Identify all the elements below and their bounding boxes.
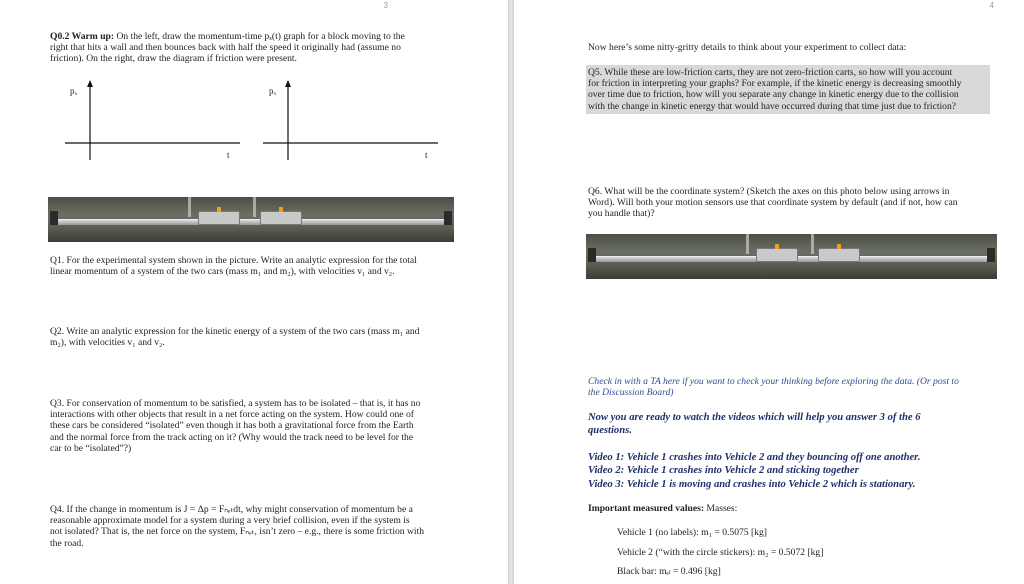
- question-q2[interactable]: [50, 326, 460, 348]
- question-q3[interactable]: [50, 398, 460, 454]
- check-in-line: Check in with a TA here if you want to check your thinking before exploring the data. (Or post to: [588, 376, 959, 387]
- graph-left-x-label: t: [227, 150, 230, 160]
- track-endstop: [987, 248, 995, 262]
- track-photo: [586, 234, 997, 279]
- q3-line: these cars be considered “isolated” even though it has both a gravitational force from the Earth: [50, 420, 414, 432]
- video-list: [588, 451, 1018, 491]
- track-rail: [56, 219, 446, 225]
- q6-line: Word). Will both your motion sensors use that coordinate system by default (and if not, how can: [588, 197, 958, 209]
- q6-line: Q6. What will be the coordinate system? (Sketch the axes on this photo below using arrows in: [588, 186, 950, 197]
- cart-1: [198, 211, 240, 225]
- question-q5[interactable]: [586, 65, 990, 114]
- q4-line: Q4. If the change in momentum is J = Δp = Fₙₑₜdt, why might conservation of momentum be a: [50, 504, 413, 515]
- photo-pole: [811, 234, 814, 254]
- q0-2-line: right that hits a wall and then bounces back with half the speed it originally had (assume no: [50, 42, 401, 54]
- track-endstop: [50, 211, 58, 225]
- cart-1: [756, 248, 798, 262]
- q0-2-label: Q0.2 Warm up:: [50, 31, 115, 42]
- q4-line: the road.: [50, 537, 84, 549]
- check-in-line: the Discussion Board): [588, 387, 674, 399]
- page-number: 4: [989, 1, 994, 10]
- intro-text: Now here’s some nitty-gritty details to think about your experiment to collect data:: [588, 42, 907, 53]
- video-3-item[interactable]: Video 3: Vehicle 1 is moving and crashes into Vehicle 2 which is stationary.: [588, 478, 916, 490]
- track-photo: [48, 197, 454, 242]
- q2-line: m₂), with velocities v₁ and v₂.: [50, 337, 165, 349]
- vehicle-1-mass: Vehicle 1 (no labels): m₁ = 0.5075 [kg]: [617, 527, 767, 538]
- measured-values-heading: [588, 503, 1008, 514]
- check-in-note: [588, 376, 998, 398]
- black-bar-mass: Black bar: mₑₗ = 0.496 [kg]: [617, 566, 721, 577]
- measured-values-list: [617, 523, 997, 582]
- measured-heading-label: Important measured values:: [588, 503, 705, 514]
- ready-heading: [588, 411, 1008, 437]
- q5-line: for friction in interpreting your graphs? For example, if the kinetic energy is decreasing smoothly: [588, 78, 962, 90]
- q5-line: Q5. While these are low-friction carts, they are not zero-friction carts, so how will you account: [588, 67, 953, 78]
- masses-label: Masses:: [706, 503, 738, 514]
- q0-2-line: friction). On the right, draw the diagram if friction were present.: [50, 53, 297, 65]
- graph-right-y-label: pₓ: [269, 86, 277, 96]
- graph-right-axes[interactable]: [258, 80, 453, 175]
- photo-pole: [253, 197, 256, 217]
- q1-line: linear momentum of a system of the two cars (mass m₁ and m₂), with velocities v₁ and v₂.: [50, 266, 395, 278]
- q3-line: interactions with other objects that result in a net force acting on the system. How could one of: [50, 409, 414, 421]
- document-page-right: [514, 0, 1024, 584]
- q3-line: car to be “isolated”?): [50, 442, 132, 454]
- ready-line: Now you are ready to watch the videos which will help you answer 3 of the 6: [588, 412, 921, 423]
- q0-2-line: On the left, draw the momentum-time pₓ(t) graph for a block moving to the: [116, 31, 405, 42]
- page-number: 3: [383, 1, 388, 10]
- photo-pole: [746, 234, 749, 254]
- q1-line: Q1. For the experimental system shown in the picture. Write an analytic expression for the total: [50, 255, 417, 266]
- cart-2: [260, 211, 302, 225]
- photo-pole: [188, 197, 191, 217]
- question-q0-2[interactable]: [50, 31, 460, 65]
- q6-line: you handle that)?: [588, 208, 655, 220]
- question-q6[interactable]: [588, 186, 998, 220]
- track-endstop: [444, 211, 452, 225]
- video-2-item[interactable]: Video 2: Vehicle 1 crashes into Vehicle 2 and sticking together: [588, 465, 859, 477]
- question-q1[interactable]: [50, 255, 460, 277]
- graph-left-axes[interactable]: [60, 80, 255, 175]
- q4-line: not isolated? That is, the net force on the system, Fₙₑₜ, isn’t zero – e.g., there is some friction with: [50, 526, 425, 538]
- cart-2: [818, 248, 860, 262]
- graph-left-y-label: pₓ: [70, 86, 78, 96]
- question-q4[interactable]: [50, 504, 460, 549]
- q3-line: Q3. For conservation of momentum to be satisfied, a system has to be isolated – that is, it has no: [50, 398, 421, 409]
- ready-line: questions.: [588, 425, 632, 436]
- vehicle-2-mass: Vehicle 2 (“with the circle stickers): m₂ = 0.5072 [kg]: [617, 546, 824, 558]
- document-page-left: [0, 0, 508, 584]
- graph-right-x-label: t: [425, 150, 428, 160]
- q5-line: over time due to friction, how will you separate any change in kinetic energy due to the collision: [588, 89, 959, 101]
- video-1-item[interactable]: Video 1: Vehicle 1 crashes into Vehicle 2 and they bouncing off one another.: [588, 452, 921, 463]
- q5-line: with the change in kinetic energy that would have occurred during that time just due to friction?: [588, 100, 957, 112]
- q3-line: and the normal force from the track acting on it? (Why would the track need to be level for the: [50, 431, 414, 443]
- track-endstop: [588, 248, 596, 262]
- q4-line: reasonable approximate model for a system during a very brief collision, even if the system is: [50, 515, 410, 527]
- q2-line: Q2. Write an analytic expression for the kinetic energy of a system of the two cars (mass m₁ and: [50, 326, 420, 337]
